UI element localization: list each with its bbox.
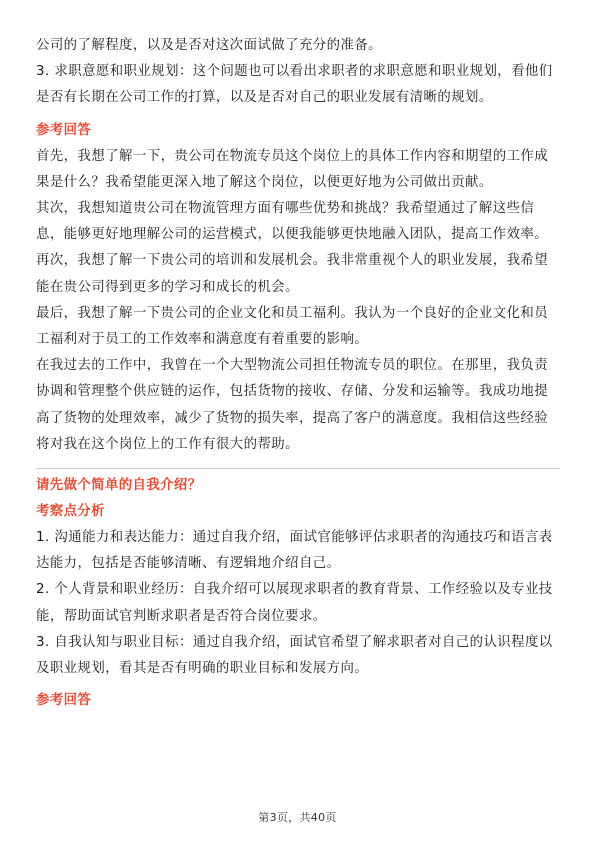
answer-paragraph-5: 在我过去的工作中，我曾在一个大型物流公司担任物流专员的职位。在那里，我负责协调和管理整个供应链的运作，包括货物的接收、存储、分发和运输等。我成功地提高了货物的处理效率，减少了货物的损失率，提高了客户的满意度。我相信这些经验将对我在这个岗位上的工作有很大的帮助。 [36,358,549,452]
answer-paragraph-2: 其次，我想知道贵公司在物流管理方面有哪些优势和挑战？我希望通过了解这些信息，能够更好地理解公司的运营模式，以便我能够更快地融入团队，提高工作效率。 [36,201,549,243]
page-content [36,33,560,714]
analysis-point-1: 1. 沟通能力和表达能力：通过自我介绍，面试官能够评估求职者的沟通技巧和语言表达能力，包括是否能够清晰、有逻辑地介绍自己。 [36,530,553,572]
analysis-heading: 考察点分析 [36,504,105,520]
reference-answer-heading: 参考回答 [36,122,92,138]
question-heading: 请先做个简单的自我介绍？ [36,478,202,494]
answer-paragraph-4: 最后，我想了解一下贵公司的企业文化和员工福利。我认为一个良好的企业文化和员工福利对于员工的工作效率和满意度有着重要的影响。 [36,305,549,348]
page-number: 第3页，共40页 [258,811,337,824]
intro-paragraph-1: 公司的了解程度，以及是否对这次面试做了充分的准备。 [36,38,383,53]
section-divider [36,468,560,469]
intro-paragraph-2: 3. 求职意愿和职业规划：这个问题也可以看出求职者的求职意愿和职业规划，看他们是否有长期在公司工作的打算，以及是否对自己的职业发展有清晰的规划。 [36,64,553,106]
reference-answer-heading-2: 参考回答 [36,693,92,709]
analysis-point-3: 3. 自我认知与职业目标：通过自我介绍，面试官希望了解求职者对自己的认识程度以及职业规划，看其是否有明确的职业目标和发展方向。 [36,634,553,677]
answer-paragraph-3: 再次，我想了解一下贵公司的培训和发展机会。我非常重视个人的职业发展，我希望能在贵公司得到更多的学习和成长的机会。 [36,253,549,295]
analysis-point-2: 2. 个人背景和职业经历：自我介绍可以展现求职者的教育背景、工作经验以及专业技能，帮助面试官判断求职者是否符合岗位要求。 [36,582,553,624]
answer-paragraph-1: 首先，我想了解一下，贵公司在物流专员这个岗位上的具体工作内容和期望的工作成果是什么？我希望能更深入地了解这个岗位，以便更好地为公司做出贡献。 [36,148,549,190]
